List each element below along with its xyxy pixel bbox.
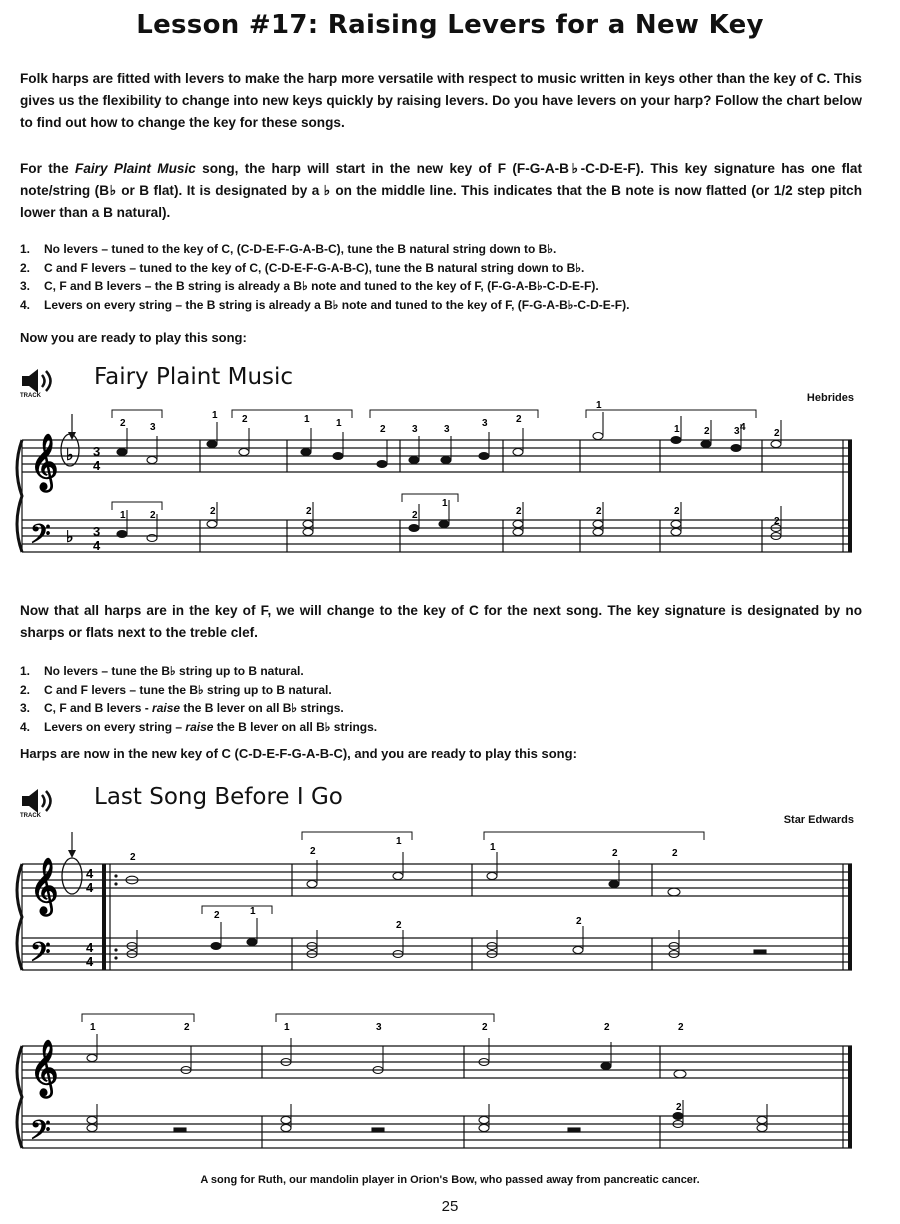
intro-paragraph-1: Folk harps are fitted with levers to make the harp more versatile with respect to music written in keys other than the key of C. This gives us the flexibility to change into new keys quickly by raising levers. Do you have levers on your harp? Follow the chart below to find out how to change the key for these songs.	[20, 71, 862, 130]
time-signature-top: 4	[86, 940, 94, 955]
fingering-number: 3	[150, 422, 156, 433]
fingering-number: 2	[412, 510, 418, 521]
intro-paragraph-2: For the Fairy Plaint Music song, the harp will start in the new key of F (F-G-A-B♭-C-D-E-F). This key signature has one flat note/string (B♭ or B flat). It is designated by a ♭ on the middle line. This indicates that the B note is now flatted (or 1/2 step pitch lower than a B natural).	[20, 161, 862, 220]
fingering-number: 1	[90, 1022, 96, 1033]
audio-track-label: TRACK	[20, 813, 41, 819]
time-signature-bottom: 4	[93, 458, 101, 473]
fingering-number: 2	[380, 424, 386, 435]
song-1-composer: Hebrides	[806, 392, 854, 404]
fingering-number: 2	[612, 848, 618, 859]
fingering-number: 1	[596, 400, 602, 411]
fingering-number: 2	[516, 506, 522, 517]
fingering-number: 2	[604, 1022, 610, 1033]
fingering-number: 2	[774, 516, 780, 527]
bass-clef-icon: 𝄢	[30, 937, 51, 973]
fingering-number: 3	[376, 1022, 382, 1033]
time-signature-top: 3	[93, 444, 101, 459]
ready-text-1: Now you are ready to play this song:	[20, 330, 247, 345]
fingering-number: 1	[336, 418, 342, 429]
fingering-number: 2	[214, 910, 220, 921]
fingering-number: 2	[150, 510, 156, 521]
middle-paragraph: Now that all harps are in the key of F, we will change to the key of C for the next song. The key signature is designated by no sharps or flats next to the treble clef.	[20, 603, 862, 640]
time-signature-bottom: 4	[93, 538, 101, 553]
fingering-number: 2	[396, 920, 402, 931]
song-name-reference: Fairy Plaint Music	[75, 161, 196, 176]
fingering-number: 1	[396, 836, 402, 847]
lesson-title: Lesson #17: Raising Levers for a New Key	[136, 10, 764, 40]
fingering-number: 3	[482, 418, 488, 429]
brace-icon	[17, 864, 22, 970]
treble-clef-icon: 𝄞	[30, 436, 59, 489]
fingering-number: 2	[516, 414, 522, 425]
list-item: 1. No levers – tuned to the key of C, (C-D-E-F-G-A-B-C), tune the B natural string down to B♭.	[20, 242, 557, 256]
audio-track-label: TRACK	[20, 393, 41, 399]
fingering-number: 1	[120, 510, 126, 521]
list-item: 1. No levers – tune the B♭ string up to B natural.	[20, 664, 304, 678]
fingering-number: 1	[250, 906, 256, 917]
fingering-number: 3	[412, 424, 418, 435]
fingering-number: 1	[674, 424, 680, 435]
fingering-number: 2	[242, 414, 248, 425]
fingering-number: 1	[490, 842, 496, 853]
fingering-number: 2	[120, 418, 126, 429]
flat-icon: ♭	[66, 447, 74, 464]
time-signature-bottom: 4	[86, 954, 94, 969]
fingering-number: 2	[482, 1022, 488, 1033]
lever-list-2	[20, 662, 870, 736]
treble-clef-icon: 𝄞	[30, 860, 59, 913]
fingering-number: 2	[774, 428, 780, 439]
song-2-composer: Star Edwards	[783, 814, 854, 826]
fingering-number: 2	[310, 846, 316, 857]
list-item: 2. C and F levers – tune the B♭ string up to B natural.	[20, 682, 332, 697]
list-item: 3. C, F and B levers – the B string is already a B♭ note and tuned to the key of F, (F-G-A-B♭-C-D-E-F).	[20, 279, 599, 293]
fingering-number: 1	[442, 498, 448, 509]
fingering-number: 2	[130, 852, 136, 863]
speaker-icon[interactable]	[20, 366, 60, 396]
time-signature-bottom: 4	[86, 880, 94, 895]
brace-icon	[17, 1046, 22, 1148]
time-signature-top: 4	[86, 866, 94, 881]
fingering-number: 1	[212, 410, 218, 421]
dedication-caption: A song for Ruth, our mandolin player in Orion's Bow, who passed away from pancreatic cancer.	[200, 1174, 700, 1186]
fingering-number: 2	[184, 1022, 190, 1033]
bass-clef-icon: 𝄢	[30, 1115, 51, 1151]
fingering-number: 2	[596, 506, 602, 517]
flat-icon: ♭	[66, 529, 74, 546]
list-item: 4. Levers on every string – raise the B lever on all B♭ strings.	[20, 719, 378, 734]
list-item: 4. Levers on every string – the B string is already a B♭ note and tuned to the key of F, (F-G-A-B♭-C-D-E-F).	[20, 297, 630, 312]
song-2-score-system-2	[0, 1006, 900, 1156]
speaker-icon[interactable]	[20, 786, 60, 816]
list-item: 2. C and F levers – tuned to the key of C, (C-D-E-F-G-A-B-C), tune the B natural string down to B♭.	[20, 260, 585, 275]
song-2-score-system-1	[0, 820, 900, 980]
time-signature-top: 3	[93, 524, 101, 539]
fingering-number: 2	[676, 1102, 682, 1113]
fingering-number: 2	[306, 506, 312, 517]
fingering-number: 3	[444, 424, 450, 435]
lever-list-1	[20, 240, 870, 314]
fingering-number: 2	[674, 506, 680, 517]
brace-icon	[17, 440, 22, 552]
fingering-number: 2	[672, 848, 678, 859]
fingering-number: 1	[304, 414, 310, 425]
fingering-number: 2	[678, 1022, 684, 1033]
fingering-number: 3	[734, 426, 740, 437]
fingering-number: 4	[740, 422, 746, 433]
treble-clef-icon: 𝄞	[30, 1042, 59, 1095]
fingering-number: 1	[284, 1022, 290, 1033]
song-1-title: Fairy Plaint Music	[94, 364, 294, 390]
song-2-title: Last Song Before I Go	[94, 784, 343, 810]
bass-clef-icon: 𝄢	[30, 519, 51, 555]
list-item: 3. C, F and B levers - raise the B lever on all B♭ strings.	[20, 701, 344, 715]
fingering-number: 2	[576, 916, 582, 927]
song-1-score	[0, 398, 900, 576]
page-number: 25	[441, 1198, 459, 1215]
fingering-number: 2	[704, 426, 710, 437]
ready-text-2: Harps are now in the new key of C (C-D-E-F-G-A-B-C), and you are ready to play this song:	[20, 746, 577, 761]
fingering-number: 2	[210, 506, 216, 517]
